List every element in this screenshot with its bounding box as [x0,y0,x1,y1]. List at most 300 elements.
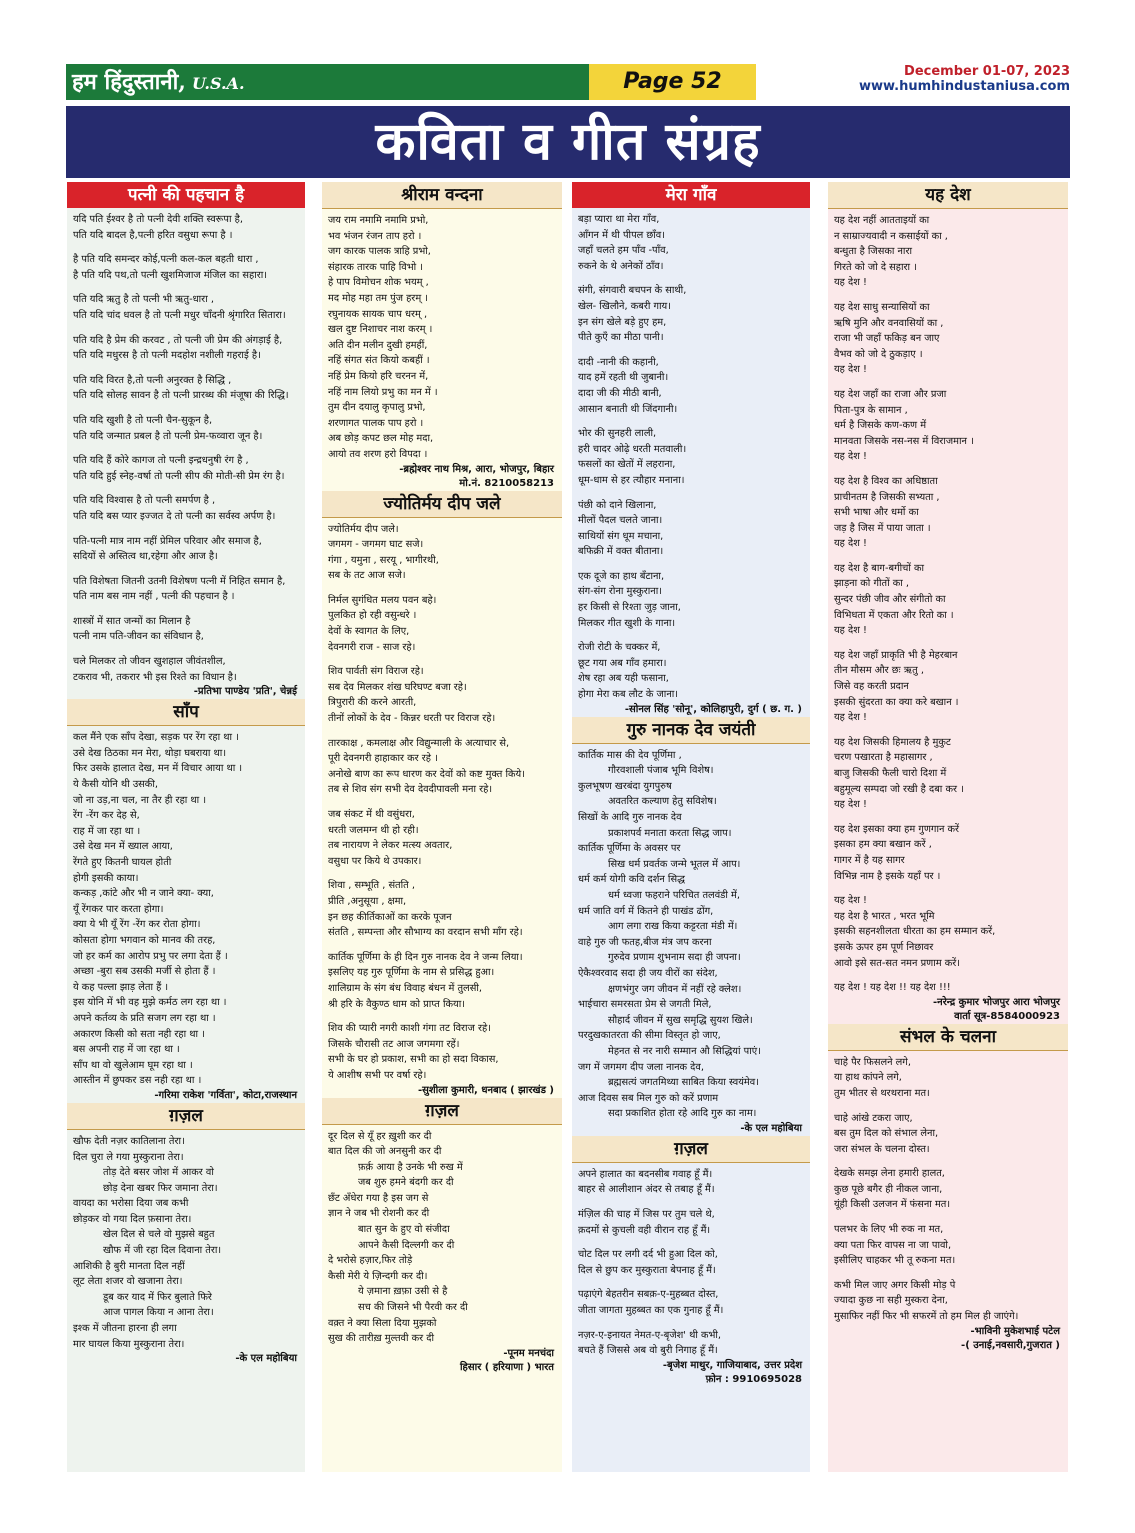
poem-line: यह देश ! [834,538,867,550]
poem-line: सब के तट आज सजे। [328,570,406,582]
poem-line: इसकी सुंदरता का क्या करे बखान । [834,696,959,708]
poem-line: कन्कड़ ,कांटे और भी न जाने क्या- क्या, [73,888,214,900]
poem-line: धर्म कर्म योगी कवि दर्शन सिद्ध [578,874,685,886]
poem-line: जय राम नमामि नमामि प्रभो, [328,215,429,226]
poem-line: शिव पार्वती संग विराज रहे। [328,666,424,678]
poem-line: बहुमूल्य सम्पदा जो रखी है दबा कर । [834,783,964,795]
poem-line: नज़र-ए-इनायत नेमत-ए-बृजेश' थी कभी, [578,1329,722,1341]
stanza-gap [73,605,299,614]
poem-author: -सुशीला कुमारी, धनबाद ( झारखंड ) [417,1084,554,1096]
poem-line: कल मैंने एक साँप देखा, सड़क पर रेंग रहा था । [73,732,239,744]
poem-line: यह देश ! यह देश !! यह देश !!! [834,982,951,994]
poem-line: बन्धुता है जिसका नारा [834,246,913,258]
poem-line: सच की जिसने भी पैरवी कर दी [358,1302,468,1314]
poem-line: देखके समझ लेना हमारी हालत, [834,1168,945,1180]
poem-line: कुलभूषण खरबंदा युगपुरुष [578,780,672,792]
poem-line: यह देश ! [834,625,867,637]
poem-line: शिवा , सम्भूति , संतति , [328,880,415,892]
poem-line: इन संग खेले बड़े हुए हम, [578,316,667,328]
stanza-gap [834,1269,1062,1278]
poem-line: आपने कैसी दिल्लगी कर दी [358,1239,455,1251]
stanza-gap [578,1238,804,1247]
poem-line: तब नारायण ने लेकर मत्स्य अवतार, [328,840,453,852]
poem-title: साँप [67,699,305,726]
poem-line: सभी भाषा और धर्मो का [834,507,919,519]
poem-line: क्या पता फिर वापस ना जा पावो, [834,1239,952,1251]
poem-line: इसलिए यह गुरु पूर्णिमा के नाम से प्रसिद्ध हुआ। [328,967,495,979]
poem-line: ब्रह्मसत्यं जगतमिथ्या साबित किया स्वयंमेव। [608,1077,759,1089]
stanza-gap [328,869,556,878]
poem-line: धर्म है जिसके कण-कण में [834,420,927,432]
poem-line: पढ़ाएंगे बेहतरीन सबक़-ए-मुहब्बत दोस्त, [578,1289,719,1301]
poem-body [322,1125,562,1347]
poem-line: छोड़कर वो गया दिल फ़साना तेरा। [73,1213,192,1225]
poem-line: यूंही किसी उलजन में फंसना मत। [834,1199,951,1211]
poem-title: मेरा गाँव [572,182,810,208]
poem-line: यदि पति ईश्वर है तो पत्नी देवी शक्ति स्वरूपा है, [73,214,243,225]
poem-line: पति नाम बस नाम नहीं , पत्नी की पहचान है । [73,591,235,603]
poem-line: हे पाप विमोचन शोक भयम् , [328,277,429,289]
poem-line: इसकी सहनशीलता धीरता का हम सम्मान करें, [834,926,996,938]
poem-line: मीलों पैदल चलते जाना। [578,515,663,527]
poem-line: झाड़ना को गीतों का , [834,578,910,590]
poem-line: यह देश है बाग-बगीचों का [834,562,925,574]
poem-line: सौहार्द जीवन में सुख समृद्धि सुयश खिले। [608,1014,753,1026]
poem-line: फिर उसके हालात देख, मन में विचार आया था । [73,763,243,775]
poem-line: नहिं प्रेम कियो हरि चरनन में, [328,370,429,382]
issue-date: December 01-07, 2023 [904,64,1070,79]
poem-line: बात दिल की जो अनसुनी कर दी [328,1146,442,1158]
poem-line: प्रकाशपर्व मनाता करता सिद्ध जाप। [608,827,732,839]
poem-line: जरा संभल के चलना दोस्त। [834,1143,930,1155]
poem-line: कार्तिक मास की देव पूर्णिमा , [578,749,682,761]
poem-line: तुम दीन दयालु कृपालु प्रभो, [328,402,426,414]
poem-line: जो हर कर्म का आरोप प्रभु पर लगा देता हैं । [73,950,228,962]
poem-line: ज्यादा कुछ ना सही मुस्करा देना, [834,1295,948,1307]
column-1 [67,182,305,1472]
poem-line: आस्तीन में छुपकर डस नही रहा था । [73,1075,202,1087]
poem-line: अकारण किसी को सता नही रहा था । [73,1028,205,1040]
poem-line: दादी -नानी की कहानी, [578,356,659,368]
stanza-gap [578,489,804,498]
poem-line: उसे देख मन में ख्याल आया, [73,841,173,853]
stanza-gap [834,291,1062,300]
poem-line: पति यदि विरत है,तो पत्नी अनुरक्त है सिद्धि , [73,374,232,386]
poem-line: इश्क में जीतना हारना ही लगा [73,1323,177,1335]
poem-line: पीते कुएँ का मीठा पानी। [578,332,664,344]
poem-line: न साम्राज्यवादी न कसाईयों का , [834,230,948,242]
author-phone: मो.नं. 8210058213 [459,477,554,489]
poem-line: धूम-धाम से हर त्यौहार मनाना। [578,474,685,486]
poem-author: -प्रतिभा पाण्डेय 'प्रति', चेन्नई [193,686,297,698]
poem-line: जीता जागता मुहब्बत का एक गुनाह हूँ मैं। [578,1305,724,1317]
poem-author: -गरिमा राकेश 'गर्विता', कोटा,राजस्थान [154,1089,297,1101]
poem-line: संतति , सम्पन्ता और सौभाग्य का वरदान सभी माँग रहे। [328,927,523,939]
poem-line: वसुधा पर किये थे उपकार। [328,855,422,867]
stanza-gap [834,1157,1062,1166]
poem-line: भाईचारा समरसता प्रेम से जगती मिले, [578,999,712,1011]
poem-line: कुछ पूछे बगैर ही नीकल जाना, [834,1183,943,1195]
poem-line: कैसी मेरी ये ज़िन्दगी कर दी। [328,1270,428,1282]
poem-line: देवों के स्वागत के लिए, [328,626,410,638]
poem-line: यह देश जिसकी हिमालय है मुकुट [834,736,951,748]
poem-line: बचते हैं जिससे अब वो बुरी निगाह हूँ मैं। [578,1345,718,1357]
stanza-gap [834,813,1062,822]
poem-line: इसका हम क्या बखान करें , [834,839,932,851]
poem-line: इसीलिए चाहकर भी तू रुकना मत। [834,1255,956,1267]
stanza-gap [834,552,1062,561]
poem-line: विभिन्न नाम है इसके यहाँ पर । [834,870,941,882]
poem-line: यह देश जहाँ का राजा और प्रजा [834,388,947,400]
stanza-gap [578,560,804,569]
poem-line: पति यदि हुई स्नेह-वर्षा तो पत्नी सीप की मोती-सी प्रेम रंग है। [73,470,285,482]
poem-line: कोसता होगा भगवान को मानव की तरह, [73,934,216,946]
stanza-gap [578,417,804,426]
poem-line: क्षणभंगुर जग जीवन में नहीं रहे क्लेश। [608,983,742,995]
poem-line: आयो तव शरण हरो विपदा । [328,448,428,460]
poem-line: वक़्त ने क्या सिला दिया मुझको [328,1317,437,1329]
poem-line: धर्म ध्वजा फहराने परिचित तलवंडी में, [608,889,741,901]
poem-line: रुकने के थे अनेकों ठाँव। [578,260,664,272]
page-title: कविता व गीत संग्रह [66,106,1070,178]
poem-line: बफिक्री में वक्त बीताना। [578,546,664,558]
poem-line: पंछी को दाने खिलाना, [578,499,657,511]
poem-title: पत्नी की पहचान है [67,182,305,208]
poem-line: बस अपनी राह में जा रहा था । [73,1044,180,1056]
poem-body [322,209,562,463]
poem-line: पुलकित हो रही वसुन्धरे । [328,610,417,622]
poem-line: खेल दिल से चले वो मुझसे बहुत [103,1229,215,1241]
poem-line: जब शुरु हमने बंदगी कर दी [358,1177,454,1189]
poem-line: जब संकट में थी वसुंधरा, [328,809,415,820]
poem-line: याद हमें रहती थी जुबानी। [578,372,669,384]
poem-line: इसके ऊपर हम पूर्ण निछावर [834,941,934,953]
poem-line: वायदा का भरोसा दिया जब कभी [73,1198,189,1210]
stanza-gap [73,283,299,292]
poem-line: चाहे पैर फिसलने लगे, [834,1056,911,1068]
poem-line: अपने कर्तव्य के प्रति सजग लग रहा था । [73,1012,216,1024]
poem-line: सुख की तारीख़ मुल्तवी कर दी [328,1333,435,1345]
poem-title: गुरु नानक देव जयंती [572,717,810,744]
stanza-gap [73,243,299,252]
poem-line: तारकाक्ष , कमलाक्ष और विद्युन्माली के अत्याचार से, [328,737,510,749]
masthead [66,64,1070,100]
poem-line: लूट लेता शजर वो खजाना तेरा। [73,1276,183,1288]
stanza-gap [73,404,299,413]
poem-line: हरी चादर ओढ़े धरती मतवाली। [578,443,687,455]
poem-line: दे भरोसे हज़ार,फिर तोड़े [328,1255,413,1267]
poem-line: आग लगा राख किया कट्टरता मंडी में। [608,921,738,933]
poem-title: ग़ज़ल [572,1136,810,1163]
poem-line: फसलों का खेतों में लहराना, [578,459,676,471]
poem-line: यह देश ! [834,895,867,907]
poem-line: भव भंजन रंजन ताप हरो । [328,230,422,242]
brand-suffix: U.S.A. [191,74,245,93]
poem-line: चोट दिल पर लगी दर्द भी हुआ दिल को, [578,1249,718,1261]
poem-line: यह देश ! [834,712,867,724]
stanza-gap [73,525,299,534]
poem-line: जिसे वह करती प्रदान [834,681,909,693]
poem-line: शरणागत पालक पाप हरो । [328,417,424,429]
stanza-gap [73,444,299,453]
stanza-gap [834,971,1062,980]
poem-line: विभिधता में एकता और रितो का । [834,609,954,621]
poem-line: सदियों से अस्तित्व था,रहेगा और आज है। [73,551,218,563]
poem-title: श्रीराम वन्दना [322,182,562,209]
poem-author: -ब्रह्मेश्वर नाथ मिश्र, आरा, भोजपुर, बिहार [399,463,554,475]
poem-line: खल दुष्ट निशाचर नाश करम् । [328,324,433,336]
poem-line: यह देश ! [834,799,867,811]
poem-line: शेष रहा अब यही फसाना, [578,673,669,685]
poem-line: रेंग -रेंग कर देह से, [73,810,140,822]
poem-line: रेंगते हुए कितनी घायल होती [73,857,172,868]
poem-line: अब छोड़ कपट छल मोह मदा, [328,433,434,445]
stanza-gap [834,884,1062,893]
poem-line: गंगा , यमुना , सरयू , भागीरथी, [328,554,439,566]
poem-line: गिरते को जो दे सहारा । [834,261,917,273]
poem-body [828,209,1068,996]
stanza-gap [578,274,804,283]
poem-line: प्राचीनतम है जिसकी सभ्यता , [834,491,940,503]
poem-line: पत्नी नाम पति-जीवन का संविधान है, [73,631,204,643]
poem-line: आज दिवस सब मिल गुरु को करें प्रणाम [578,1092,719,1104]
poem-line: राह में जा रहा था । [73,825,141,837]
stanza-gap [328,941,556,950]
poem-line: है पति यदि पथ,तो पत्नी खुशमिजाज मंजिल का सहारा। [73,269,267,281]
stanza-gap [834,465,1062,474]
poem-line: यह देश है विश्व का अधिष्ठाता [834,475,938,487]
poem-author: -भाविनी मुकेशभाई पटेल [970,1325,1060,1337]
poem-line: यह देश ! [834,451,867,463]
poem-line: पति यदि बादल है,पत्नी हरित वसुधा रूपा है । [73,229,233,241]
stanza-gap [578,346,804,355]
poem-line: आशिकी है बुरी मानता दिल नहीं [73,1260,185,1272]
poem-body [67,208,305,685]
poem-line: चरण पखारता है महासागर , [834,752,933,764]
poem-author: -नरेन्द्र कुमार भोजपुर आरा भोजपुर [933,996,1060,1008]
stanza-gap [578,1319,804,1328]
stanza-gap [834,1102,1062,1111]
poem-line: मुसाफिर नहीं फिर भी सफरमें तो हम मिल ही जाएंगे। [834,1311,1019,1323]
stanza-gap [328,655,556,664]
stanza-gap [73,645,299,654]
poem-line: ये कह पल्ला झाड़ लेता हैं । [73,981,169,993]
poem-line: टकराव भी, तकरार भी इस रिश्ते का विधान है। [73,671,237,683]
poem-line: जिसके चौरासी तट आज जगमगा रहें। [328,1038,460,1050]
poem-line: मिलकर गीत खुशी के गाना। [578,617,676,629]
poem-line: गौरवशाली पंजाब भूमि विशेष। [608,765,714,777]
stanza-gap [834,1213,1062,1222]
poem-line: छँट अँधेरा गया है इस जग से [328,1192,429,1204]
poem-body [322,518,562,1084]
poem-line: ज्ञान ने जब भी रोशनी कर दी [328,1208,430,1220]
poem-line: श्री हरि के वैकुण्ठ धाम को प्राप्त किया। [328,998,465,1010]
poem-line: फ़र्क़ आया है उनके भी रुख में [358,1161,463,1173]
poem-line: तोड़ देते बसर जोश में आकर वो [103,1167,214,1179]
poem-line: चले मिलकर तो जीवन खुशहाल जीवंतशील, [73,656,226,668]
poem-line: बड़ा प्यारा था मेरा गाँव, [578,214,660,225]
stanza-gap [73,565,299,574]
poem-line: कभी मिल जाए अगर किसी मोड़ पे [834,1279,956,1291]
stanza-gap [578,1278,804,1287]
poem-body [572,208,810,703]
poem-line: ये आशीष सभी पर वर्षा रहे। [328,1069,427,1081]
poem-line: कार्तिक पूर्णिमा के ही दिन गुरु नानक देव ने जन्म लिया। [328,951,523,963]
poem-line: मानवता जिसके नस-नस में विराजमान । [834,435,974,447]
poem-line: पिता-पुत्र के सामान , [834,404,908,416]
poem-line: क़दमों से कुचली वही वीरान राह हूँ मैं। [578,1224,711,1236]
poem-line: शास्त्रों में सात जन्मों का मिलान है [73,615,191,627]
stanza-gap [578,631,804,640]
poem-line: आँगन में थी पीपल छाँव। [578,229,665,241]
poem-line: पलभर के लिए भी रुक ना मत, [834,1224,944,1236]
poem-line: अपने हालात का बदनसीब गवाह हूँ मैं। [578,1168,713,1180]
poem-line: वैभव को जो दे ठुकड़ाए । [834,348,923,360]
poem-line: जगमग - जगमग घाट सजे। [328,539,424,551]
poem-line: रघुनायक सायक चाप धरम् , [328,308,428,320]
poem-line: पति यदि सोलह सावन है तो पत्नी प्रारब्ध की मंजूषा की रिद्धि। [73,390,289,402]
poem-line: पूरी देवनगरी हाहाकार कर रहे । [328,753,438,765]
poem-line: मद मोह महा तम पुंज हरम् । [328,292,428,304]
poem-line: एक दूजे का हाथ बँटाना, [578,570,665,582]
poem-line: जग कारक पालक त्राहि प्रभो, [328,246,431,258]
stanza-gap [328,798,556,807]
poem-line: हर किसी से रिश्ता जुड़ जाना, [578,602,681,614]
poem-line: दिल से छुप कर मुस्कुराता बेपनाह हूँ मैं। [578,1264,716,1276]
column-2 [322,182,562,1472]
poem-line: जड़ है जिस में पाया जाता । [834,522,931,534]
stanza-gap [73,364,299,373]
poem-line: नहिं संगत संत कियो कबहीं । [328,355,430,367]
poem-line: दादा जी की मीठी बानी, [578,387,662,399]
poem-line: खौफ देती नज़र कातिलाना तेरा। [73,1135,185,1147]
poem-line: तब से शिव संग सभी देव देवदीपावली मना रहे। [328,784,493,796]
poem-body [572,744,810,1122]
author-phone: वार्ता सूत्र-8584000923 [954,1010,1060,1022]
poem-line: यह देश है भारत , भरत भूमि [834,910,935,922]
poem-author: -पूनम मनचंदा [503,1347,554,1359]
poem-line: तीन मौसम और छः ऋतु , [834,665,924,677]
poem-line: निर्मल सुगंधित मलय पवन बहे। [328,594,437,606]
poem-line: पति यदि चांद धवल है तो पत्नी मधुर चाँदनी श्रृंगारित सितारा। [73,309,286,321]
author-phone: फ़ोन : 9910695028 [705,1373,802,1385]
dateline [859,64,1070,94]
poem-line: सिख धर्म प्रवर्तक जन्मे भूतल में आप। [608,858,741,870]
poem-line: यह देश जहाँ प्राकृति भी है मेहरबान [834,649,958,661]
poem-title: ग़ज़ल [322,1098,562,1125]
poem-line: ऋषि मुनि और वनवासियों का , [834,317,944,329]
poem-line: परदुखकातरता की सीमा विस्तृत हो जाए, [578,1030,721,1042]
poem-line: बाजु जिसकी फैली चारो दिशा में [834,768,947,779]
poem-line: होगी इसकी काया। [73,872,139,884]
author-place: हिसार ( हरियाणा ) भारत [459,1361,554,1373]
poem-line: जग में जगमग दीप जला नानक देव, [578,1061,704,1073]
poem-line: बस तुम दिल को संभाल लेना, [834,1128,939,1140]
poem-line: यह देश साधु सन्यासियों का [834,301,930,313]
poem-line: अति दीन मलीन दुखी हमहीं, [328,339,428,351]
poem-line: मार घायल किया मुस्कुराना तेरा। [73,1338,185,1350]
poem-line: राजा भी जहाँ फकिड़ बन जाए [834,333,940,345]
page-number: Page 52 [586,64,756,100]
poem-line: यह देश ! [834,364,867,376]
poem-line: साथियों संग धूम मचाना, [578,530,664,542]
poem-body [67,726,305,1089]
poem-line: बाहर से आलीशान अंदर से तबाह हूँ मैं। [578,1184,715,1196]
poem-line: पति यदि खुशी है तो पत्नी चैन-सुकून है, [73,414,213,426]
poem-line: ये कैसी योनि थी उसकी, [73,779,158,791]
poem-line: संहारक तारक पाहि विभो । [328,261,423,273]
poem-line: पति यदि ऋतु है तो पत्नी भी ऋतु-धारा , [73,294,214,306]
author-place: -( उनाई,नवसारी,गुजरात ) [961,1339,1060,1351]
poem-title: यह देश [828,182,1068,209]
poem-line: भोर की सुनहरी लाली, [578,428,657,440]
poem-line: होगा मेरा कब लौट के जाना। [578,689,679,701]
poem-line: संग-संग रोना मुस्कुराना। [578,586,662,598]
poem-line: धरती जलमग्न थी हो रही। [328,824,419,836]
poem-line: पति यदि हैं कोरे कागज तो पत्नी इन्द्रधनुषी रंग है , [73,455,249,467]
poem-title: संभल के चलना [828,1024,1068,1051]
poem-line: डूब कर याद में फिर बुलाते फिरे [103,1291,212,1303]
poem-line: ज्योतिर्मय दीप जले। [328,523,399,535]
stanza-gap [834,378,1062,387]
poem-title: ज्योतिर्मय दीप जले [322,491,562,518]
poem-line: सिखों के आदि गुरु नानक देव [578,812,682,823]
poem-line: नहिं नाम लियो प्रभु का मन में । [328,386,438,398]
poem-line: दिल चुरा ले गया मुस्कुराना तेरा। [73,1151,184,1163]
poem-line: प्रीति ,अनुसूया , क्षमा, [328,895,407,907]
poem-author: -के एल महोबिया [235,1353,297,1365]
poem-line: शालिग्राम के संग बंध विवाह बंधन में तुलसी, [328,982,482,994]
poem-line: जहाँ चलते हम पाँव -पाँव, [578,245,669,257]
stanza-gap [834,726,1062,735]
poem-line: कार्तिक पूर्णिमा के अवसर पर [578,843,681,855]
poem-line: पति-पत्नी मात्र नाम नहीं प्रेमिल परिवार और समाज है, [73,535,262,547]
brand-logo [66,64,586,100]
poem-line: सुन्दर पंछी जीव और संगीतो का [834,594,946,606]
poem-title: ग़ज़ल [67,1103,305,1130]
poem-line: या हाथ कांपने लगे, [834,1072,902,1084]
poem-line: इन छह कीर्तिकाओं का करके पूजन [328,911,452,923]
poem-line: जो ना उड़,ना चल, ना तैर ही रहा था । [73,794,207,806]
poem-author: -सोनल सिंह 'सोनू', कोलिहापुरी, दुर्ग ( छ. ग. ) [624,703,802,715]
poem-line: आसान बनाती थी जिंदगानी। [578,403,678,415]
poem-line: यूँ रेंगकर पार करता होगा। [73,903,164,915]
website-url[interactable]: www.humhindustaniusa.com [858,79,1070,94]
poem-line: पति विशेषता जितनी उतनी विशेषण पत्नी में निहित समान है, [73,575,286,587]
stanza-gap [328,727,556,736]
poem-line: ये ज़माना ख़फ़ा उसी से है [358,1286,448,1298]
poem-body [67,1130,305,1352]
poem-line: रोजी रोटी के चक्कर में, [578,642,661,654]
poem-line: दूर दिल से यूँ हर ख़ुशी कर दी [328,1130,432,1142]
poem-line: तुम भीतर से थरथराना मत। [834,1087,930,1099]
poem-line: मेहनत से नर नारी सम्मान औ सिद्धियां पाएं। [608,1045,761,1057]
column-3 [572,182,810,1472]
poem-line: अनोखे बाण का रूप धारण कर देवों को कष्ट मुक्त किये। [328,768,525,780]
stanza-gap [578,1198,804,1207]
poem-author: -बृजेश माथुर, गाजियाबाद, उत्तर प्रदेश [662,1359,802,1371]
poem-body [572,1163,810,1359]
poem-line: चाहे आंखे टकरा जाए, [834,1112,913,1124]
stanza-gap [73,484,299,493]
poem-line: सब देव मिलकर शंख घरिघण्ट बजा रहे। [328,681,467,693]
poem-line: छोड़ देना खबर फिर जमाना तेरा। [103,1182,218,1194]
poem-line: पति यदि मधुरस है तो पत्नी मदहोश नशीली गहराई है। [73,350,261,362]
poem-line: पति यदि जन्मात प्रबल है तो पत्नी प्रेम-फव्वारा जून है। [73,430,263,442]
poem-line: ऐकैश्वरवाद सदा ही जय वीरों का संदेश, [578,967,718,979]
poem-body [828,1051,1068,1325]
poem-line: यह देश नहीं आतताइयों का [834,215,930,226]
